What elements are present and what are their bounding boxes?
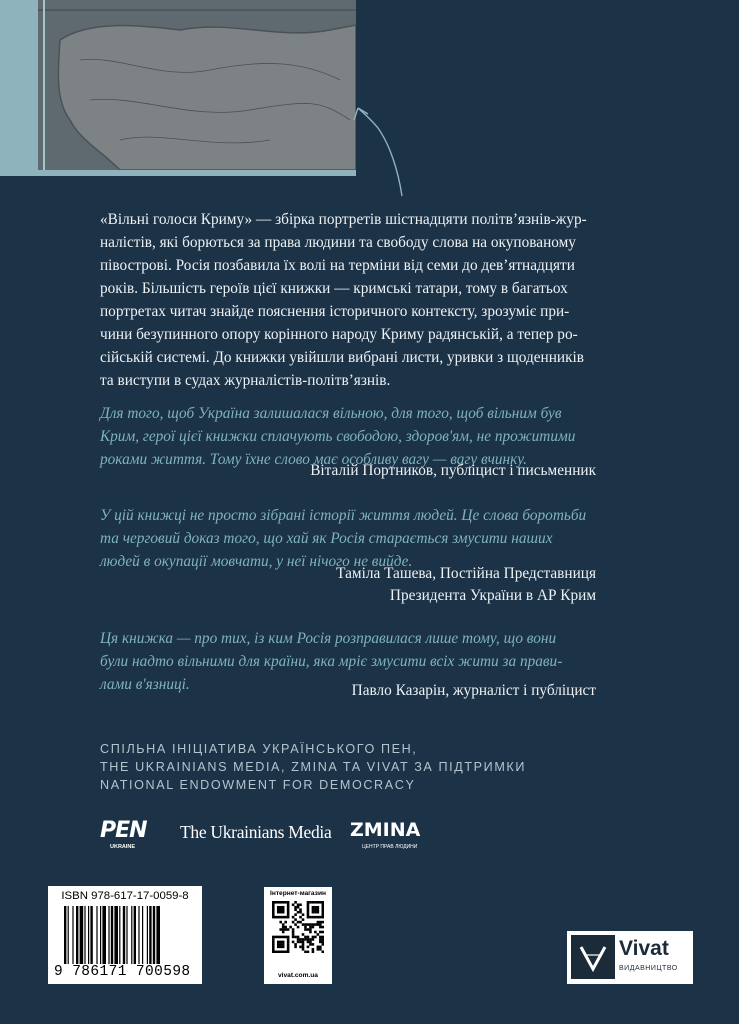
book-description	[100, 208, 598, 392]
description-line: років. Більшість героїв цієї книжки — кримські татари, тому в багатьох	[100, 280, 568, 297]
quote-line: були надто вільними для країни, яка мріє змусити всіх жити за прави-	[100, 653, 563, 670]
quote-line: роками життя. Тому їхне слово має особливу вагу — вагу вчинку.	[100, 451, 527, 468]
crimea-map	[0, 0, 356, 176]
description-line: сійській системі. До книжки увійшли вибрані листи, уривки з щоденників	[100, 349, 585, 366]
author-line: Віталій Портников, публіцист і письменник	[310, 462, 596, 479]
quote-line: Для того, щоб Україна залишалася вільною, для того, щоб вільним був	[100, 405, 562, 422]
initiative-line: СПІЛЬНА ІНІЦІАТИВА УКРАЇНСЬКОГО ПЕН,	[100, 742, 418, 756]
description-line: та виступи в судах журналістів-політв’язнів.	[100, 372, 391, 389]
author-line: Павло Казарін, журналіст і публіцист	[351, 682, 596, 699]
isbn-barcode	[48, 886, 202, 984]
partner-logos	[100, 816, 440, 856]
initiative-line: NATIONAL ENDOWMENT FOR DEMOCRACY	[100, 778, 416, 792]
description-line: портретах читач знайде пояснення історичного контексту, зрозуміє при-	[100, 303, 570, 320]
quote-1-author	[310, 460, 596, 482]
initiative-line: THE UKRAINIANS MEDIA, ZMINA ТА VIVAT ЗА ПІДТРИМКИ	[100, 760, 526, 774]
description-line: чини безупинного опору корінного народу Криму радянській, а тепер ро-	[100, 326, 578, 343]
quote-line: та черговий доказ того, що хай як Росія старається змусити наших	[100, 530, 553, 547]
quote-line: людей в окупації мовчати, у неї нічого не вийде.	[100, 553, 413, 570]
ean-number: 9 786171 700598	[54, 964, 191, 980]
zmina-logo: ZMINA	[350, 819, 421, 841]
barcode-icon	[64, 906, 188, 964]
description-line: «Вільні голоси Криму» — збірка портретів шістнадцяти політв’язнів-жур-	[100, 211, 587, 228]
zmina-logo-sub: ЦЕНТР ПРАВ ЛЮДИНИ	[362, 844, 418, 850]
arrow-icon	[340, 100, 410, 200]
pen-logo-sub: UKRAINE	[110, 844, 136, 850]
qr-code-block	[264, 887, 332, 984]
quote-2-author	[336, 563, 596, 607]
vivat-mark-icon	[571, 935, 615, 979]
map-drawing	[0, 0, 356, 176]
quote-line: лами в'язниці.	[100, 676, 190, 693]
initiative-credits	[100, 740, 580, 794]
qr-label-top: Інтернет-магазин	[270, 890, 326, 897]
author-line: Президента України в АР Крим	[389, 587, 596, 604]
quote-3-author	[352, 680, 596, 702]
isbn-number: ISBN 978-617-17-0059-8	[61, 890, 189, 902]
description-line: налістів, які борються за права людини та свободу слова на окупованому	[100, 234, 576, 251]
ukrainians-media-logo: The Ukrainians Media	[180, 822, 332, 842]
quote-line: Ця книжка — про тих, із ким Росія розправилася лише тому, що вони	[100, 630, 557, 647]
quote-line: Крим, герої цієї книжки сплачують свободою, здоров'ям, не прожитими	[100, 428, 576, 445]
vivat-sub: ВИДАВНИЦТВО	[619, 965, 678, 972]
pen-logo: PEN	[100, 818, 147, 843]
description-line: півострові. Росія позбавила їх волі на терміни від семи до дев’ятнадцяти	[100, 257, 575, 274]
vivat-name: Vivat	[619, 937, 669, 960]
vivat-publisher-logo	[567, 931, 693, 984]
qr-code-icon	[272, 901, 324, 953]
author-line: Таміла Ташева, Постійна Представниця	[336, 565, 596, 582]
quote-line: У цій книжці не просто зібрані історії життя людей. Це слова боротьби	[100, 507, 587, 524]
qr-label-bottom: vivat.com.ua	[278, 972, 318, 979]
